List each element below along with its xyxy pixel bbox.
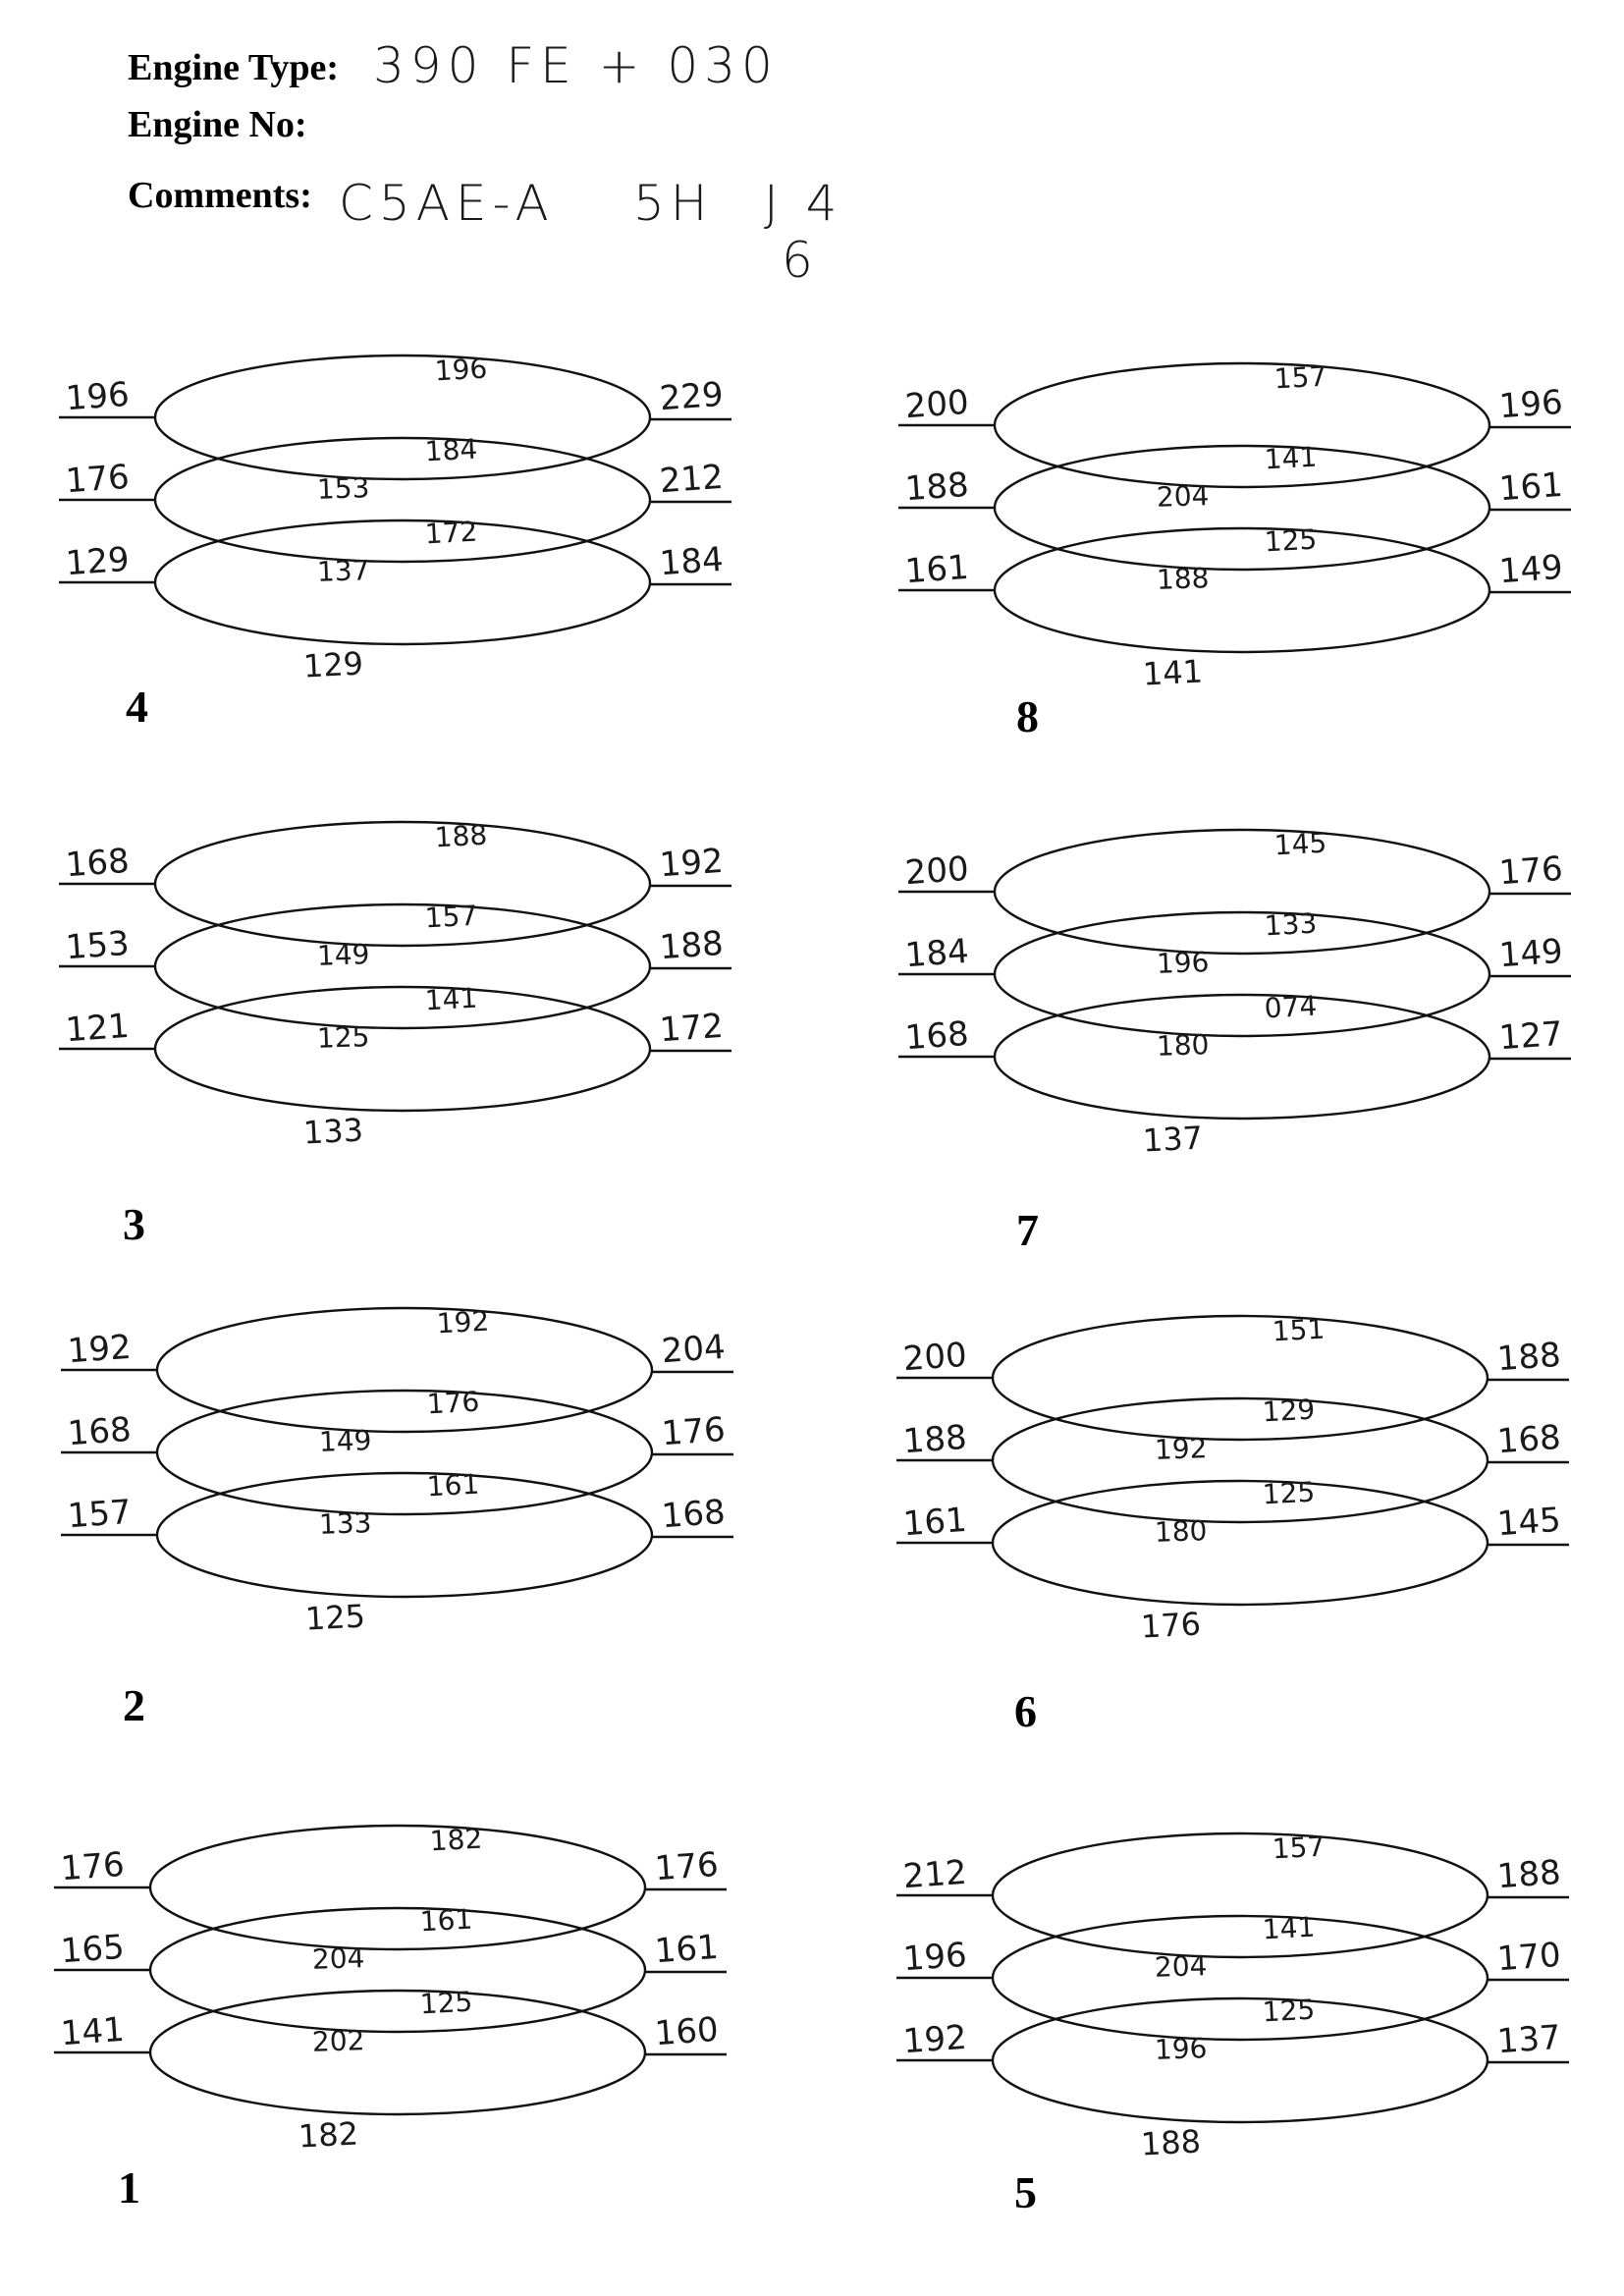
ring-left-value: 184 [903,931,971,976]
ring-overlap-value: 137 [316,554,370,588]
ring-right-value: 161 [653,1927,721,1972]
ring-overlap-value: 204 [1156,479,1210,514]
ring-top-value: 133 [1263,906,1319,943]
cylinder-number: 6 [1014,1686,1037,1736]
ring-ellipse [157,1391,652,1514]
ring-top-value: 182 [428,1822,484,1858]
ring-left-value: 161 [901,1500,969,1545]
comments-value-suffix: J 4 [764,175,843,232]
cylinder-7-diagram [898,827,1571,1255]
cylinder-8-ring-1 [898,360,1571,487]
ring-right-value: 188 [1495,1852,1563,1897]
ring-bottom-value: 133 [301,1111,364,1152]
ring-overlap-value: 196 [1156,946,1210,980]
cylinder-4-ring-3 [59,516,731,685]
ring-left-value: 168 [903,1013,971,1059]
ring-right-value: 192 [658,841,726,886]
ring-overlap-value: 188 [1156,562,1210,596]
ring-top-value: 125 [418,1985,474,2021]
cylinder-3-ring-3 [59,982,731,1152]
ring-top-value: 129 [1261,1393,1317,1429]
ring-bottom-value: 188 [1139,2122,1202,2163]
ring-ellipse [995,912,1489,1036]
ring-left-value: 176 [64,457,132,502]
ring-ellipse [995,830,1489,954]
cylinder-7-ring-3 [898,990,1571,1160]
ring-ellipse [993,1916,1488,2040]
ring-ellipse [993,1998,1488,2122]
ring-ellipse [150,1826,645,1949]
ring-left-value: 157 [66,1492,134,1537]
ring-overlap-value: 149 [316,938,370,972]
cylinder-number: 5 [1014,2167,1037,2217]
ring-overlap-value: 180 [1156,1028,1210,1063]
ring-bottom-value: 137 [1141,1119,1204,1160]
ring-right-value: 160 [653,2009,721,2054]
cylinder-1-ring-3 [54,1986,727,2156]
ring-right-value: 229 [658,374,726,419]
ring-right-value: 168 [1495,1417,1563,1462]
cylinder-number: 2 [123,1680,145,1730]
ring-right-value: 149 [1497,931,1565,976]
ring-left-value: 129 [64,539,132,584]
ring-top-value: 157 [1271,1830,1326,1866]
ring-bottom-value: 176 [1139,1605,1202,1646]
ring-ellipse [993,1481,1488,1605]
ring-right-value: 149 [1497,547,1565,592]
ring-ellipse [995,528,1489,652]
comments-value-part-number: C5AE-A [339,175,555,232]
ring-right-value: 196 [1497,382,1565,427]
ring-right-value: 127 [1497,1013,1565,1059]
cylinder-5-ring-2 [896,1911,1569,2040]
ring-left-value: 161 [903,547,971,592]
ring-top-value: 141 [423,981,479,1017]
ring-top-value: 161 [418,1902,474,1939]
ring-left-value: 168 [66,1409,134,1454]
comments-label: Comments: [128,175,312,216]
ring-overlap-value: 180 [1154,1514,1208,1549]
ring-left-value: 196 [64,374,132,419]
ring-right-value: 137 [1495,2017,1563,2062]
ring-top-value: 125 [1261,1475,1317,1511]
ring-overlap-value: 204 [311,1941,365,1976]
cylinder-2-ring-3 [61,1468,733,1638]
cylinder-5-ring-1 [896,1831,1569,1957]
ring-top-value: 192 [435,1304,491,1340]
cylinder-8-ring-2 [898,441,1571,570]
cylinder-number: 3 [123,1199,145,1249]
comments-value-suffix-2: 6 [782,232,819,289]
engine-type-value: 390 FE + 030 [373,37,779,94]
ring-right-value: 176 [653,1844,721,1889]
ring-bottom-value: 125 [303,1597,366,1638]
ring-top-value: 161 [425,1467,481,1503]
ring-top-value: 145 [1272,826,1328,862]
ring-left-value: 188 [901,1417,969,1462]
ring-left-value: 196 [901,1935,969,1980]
ring-bottom-value: 129 [301,644,364,685]
ring-ellipse [995,363,1489,487]
cylinder-1-ring-1 [54,1823,727,1949]
cylinder-6-diagram [896,1313,1569,1736]
comments-value-code: 5H [633,175,714,232]
cylinder-2-ring-1 [61,1305,733,1432]
cylinder-number: 1 [118,2162,140,2213]
ring-top-value: 157 [1272,359,1328,396]
cylinder-7-ring-2 [898,907,1571,1036]
ring-right-value: 204 [660,1327,728,1372]
ring-ellipse [995,446,1489,570]
cylinder-6-ring-3 [896,1476,1569,1646]
cylinder-8-ring-3 [898,523,1571,693]
ring-right-value: 188 [1495,1335,1563,1380]
ring-bottom-value: 141 [1141,652,1204,693]
cylinder-1-ring-2 [54,1903,727,2032]
ring-ellipse [155,987,650,1111]
ring-ellipse [157,1308,652,1432]
engine-type-label: Engine Type: [128,47,340,88]
cylinder-3-ring-1 [59,819,731,946]
ring-top-value: 196 [433,352,489,388]
ring-ellipse [150,1991,645,2114]
ring-overlap-value: 202 [311,2024,365,2058]
ring-ellipse [995,995,1489,1119]
ring-left-value: 188 [903,465,971,510]
ring-ellipse [993,1316,1488,1440]
cylinder-1-diagram [54,1823,727,2213]
ring-left-value: 168 [64,841,132,886]
ring-ellipse [993,1830,1488,1957]
ring-right-value: 188 [658,923,726,968]
ring-overlap-value: 196 [1154,2032,1208,2066]
ring-right-value: 172 [658,1006,726,1051]
ring-top-value: 184 [423,432,479,468]
ring-left-value: 200 [903,382,971,427]
ring-ellipse [155,352,650,479]
ring-ellipse [155,520,650,644]
ring-ellipse [155,904,650,1028]
cylinder-5-diagram [896,1831,1569,2217]
ring-left-value: 200 [903,848,971,894]
ring-top-value: 125 [1261,1993,1317,2029]
ring-left-value: 141 [59,2009,127,2054]
cylinder-number: 4 [126,682,148,732]
ring-overlap-value: 125 [316,1020,370,1055]
ring-right-value: 170 [1495,1935,1563,1980]
cylinder-4-ring-2 [59,433,731,562]
ring-left-value: 192 [901,2017,969,2062]
ring-top-value: 074 [1263,989,1319,1025]
cylinder-4-diagram [59,353,731,732]
ring-left-value: 192 [66,1327,134,1372]
ring-left-value: 121 [64,1006,132,1051]
ring-top-value: 151 [1271,1312,1326,1348]
ring-right-value: 184 [658,539,726,584]
ring-bottom-value: 182 [297,2114,359,2156]
ring-top-value: 125 [1263,522,1319,559]
engine-no-label: Engine No: [128,104,307,145]
cylinder-2-ring-2 [61,1386,733,1514]
ring-left-value: 176 [59,1844,127,1889]
ring-ellipse [150,1908,645,2032]
cylinder-number: 8 [1016,691,1039,741]
ring-left-value: 153 [64,923,132,968]
ring-right-value: 145 [1495,1500,1563,1545]
cylinder-5-ring-3 [896,1994,1569,2163]
ring-overlap-value: 153 [316,471,370,506]
ring-top-value: 157 [423,899,479,935]
ring-overlap-value: 133 [318,1506,372,1541]
ring-ellipse [155,822,650,946]
cylinder-2-diagram [61,1305,733,1730]
cylinder-3-diagram [59,819,731,1249]
cylinder-3-ring-2 [59,900,731,1028]
ring-top-value: 141 [1263,440,1319,476]
ring-ellipse [155,438,650,562]
cylinder-number: 7 [1016,1205,1039,1255]
ring-right-value: 176 [1497,848,1565,894]
cylinder-8-diagram [898,360,1571,741]
ring-left-value: 200 [901,1335,969,1380]
ring-ellipse [993,1398,1488,1522]
ring-top-value: 176 [425,1385,481,1421]
ring-top-value: 188 [433,818,489,854]
cylinder-6-ring-1 [896,1313,1569,1440]
ring-left-value: 165 [59,1927,127,1972]
cylinder-7-ring-1 [898,827,1571,954]
ring-top-value: 172 [423,515,479,551]
ring-right-value: 176 [660,1409,728,1454]
ring-left-value: 212 [901,1852,969,1897]
ring-overlap-value: 192 [1154,1432,1208,1466]
ring-ellipse [157,1473,652,1597]
cylinder-4-ring-1 [59,353,731,479]
ring-top-value: 141 [1261,1910,1317,1946]
ring-right-value: 168 [660,1492,728,1537]
cylinder-6-ring-2 [896,1394,1569,1522]
ring-overlap-value: 149 [318,1424,372,1458]
ring-right-value: 212 [658,457,726,502]
ring-overlap-value: 204 [1154,1949,1208,1984]
ring-right-value: 161 [1497,465,1565,510]
